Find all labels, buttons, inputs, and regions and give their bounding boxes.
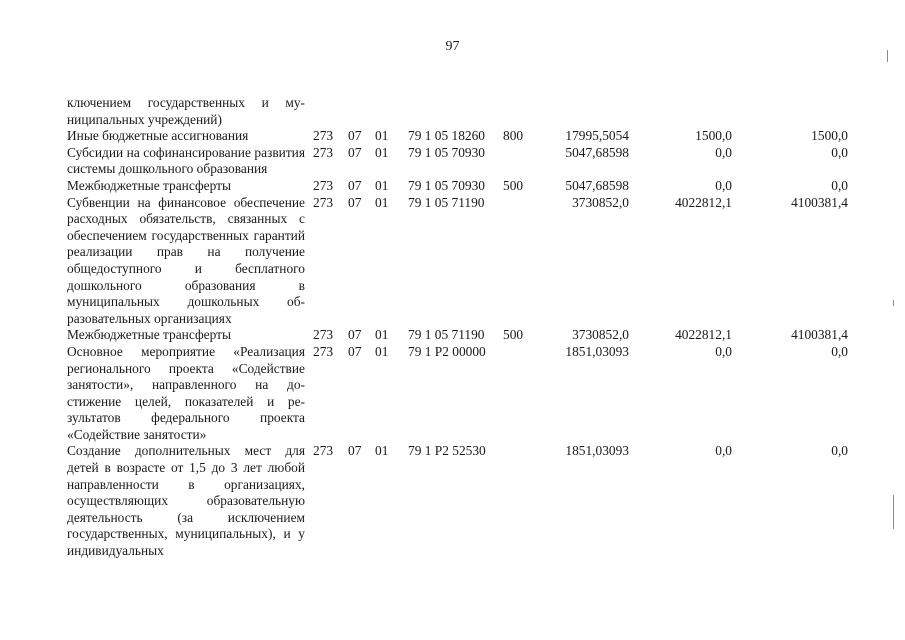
expense-kind-code	[503, 195, 541, 328]
column-gap	[305, 344, 313, 444]
expense-kind-code	[503, 145, 541, 178]
scan-mark	[887, 50, 888, 62]
subsection-code: 01	[375, 177, 389, 193]
row-name: ключением государственных и муниципальных учреждений)	[67, 95, 305, 127]
budget-table	[67, 95, 848, 560]
amount-year-3	[732, 95, 848, 128]
amount-year-3: 1500,0	[811, 128, 848, 144]
amount-year-2: 1500,0	[695, 128, 732, 144]
expense-kind-code: 500	[503, 327, 524, 343]
amount-year-3: 0,0	[831, 443, 848, 459]
column-gap	[305, 145, 313, 178]
amount-year-1	[541, 95, 629, 128]
expense-kind-code	[503, 95, 541, 128]
table-row	[67, 443, 848, 559]
target-article-code: 79 1 05 71190	[408, 194, 485, 210]
target-article-code: 79 1 05 71190	[408, 327, 485, 343]
section-code: 07	[348, 194, 362, 210]
expense-kind-code	[503, 443, 541, 559]
table-row	[67, 95, 848, 128]
subsection-code: 01	[375, 327, 389, 343]
scan-mark	[893, 495, 894, 529]
amount-year-2: 0,0	[715, 144, 732, 160]
amount-year-2: 0,0	[715, 177, 732, 193]
amount-year-1: 1851,03093	[565, 343, 629, 359]
row-name: Субсидии на софинансирование развития системы дошкольного образования	[67, 144, 305, 177]
subsection-code: 01	[375, 343, 389, 359]
column-gap	[305, 178, 313, 195]
table-row	[67, 178, 848, 195]
column-gap	[305, 95, 313, 128]
subsection-code: 01	[375, 194, 389, 210]
amount-year-1: 17995,5054	[565, 128, 629, 144]
table-row	[67, 128, 848, 145]
target-article-code: 79 1 Р2 00000	[408, 343, 486, 359]
expense-kind-code: 800	[503, 128, 524, 144]
amount-year-2: 0,0	[715, 443, 732, 459]
column-gap	[305, 195, 313, 328]
ministry-code: 273	[313, 177, 334, 193]
section-code: 07	[348, 177, 362, 193]
table-row	[67, 195, 848, 328]
subsection-code	[375, 95, 408, 128]
amount-year-2: 4022812,1	[675, 327, 732, 343]
target-article-code: 79 1 Р2 52530	[408, 443, 486, 459]
section-code: 07	[348, 443, 362, 459]
table-row	[67, 327, 848, 344]
section-code: 07	[348, 128, 362, 144]
subsection-code: 01	[375, 144, 389, 160]
amount-year-3: 0,0	[831, 177, 848, 193]
table-row	[67, 344, 848, 444]
row-name: Иные бюджетные ассигнования	[67, 128, 249, 144]
amount-year-1: 5047,68598	[565, 144, 629, 160]
ministry-code: 273	[313, 194, 334, 210]
section-code	[348, 95, 375, 128]
amount-year-3: 4100381,4	[791, 194, 848, 210]
row-name: Субвенции на финансовое обеспечение расходных обязательств, связанных с обеспечением государственных гарантий реализации прав на получение общедоступного и бесплатного дошкольного образования в муниципальных дошкольных образовательных организациях	[67, 194, 305, 326]
column-gap	[305, 443, 313, 559]
subsection-code: 01	[375, 443, 389, 459]
row-name: Создание дополнительных мест для детей в возрасте от 1,5 до 3 лет любой направленности в организациях, осуществляющих образовательную деятельность (за исключением государственных, муниципальных), и у индивидуальных	[67, 443, 305, 559]
ministry-code: 273	[313, 327, 334, 343]
row-name: Основное мероприятие «Реализация регионального проекта «Содействие занятости», направленного на достижение целей, показателей и результатов федерального проекта «Содействие занятости»	[67, 343, 305, 442]
amount-year-1: 3730852,0	[572, 194, 629, 210]
amount-year-2: 0,0	[715, 343, 732, 359]
table-row	[67, 145, 848, 178]
amount-year-2	[629, 95, 732, 128]
amount-year-1: 1851,03093	[565, 443, 629, 459]
ministry-code: 273	[313, 443, 334, 459]
amount-year-1: 5047,68598	[565, 177, 629, 193]
column-gap	[305, 128, 313, 145]
scan-mark	[893, 300, 894, 306]
section-code: 07	[348, 343, 362, 359]
amount-year-3: 0,0	[831, 144, 848, 160]
table-body	[67, 95, 848, 560]
amount-year-3: 4100381,4	[791, 327, 848, 343]
page-number: 97	[445, 39, 460, 54]
amount-year-2: 4022812,1	[675, 194, 732, 210]
target-article-code: 79 1 05 18260	[408, 128, 485, 144]
ministry-code: 273	[313, 128, 334, 144]
expense-kind-code	[503, 344, 541, 444]
subsection-code: 01	[375, 128, 389, 144]
row-name: Межбюджетные трансферты	[67, 177, 231, 193]
target-article-code: 79 1 05 70930	[408, 144, 485, 160]
ministry-code: 273	[313, 343, 334, 359]
target-article-code	[408, 95, 503, 128]
row-name: Межбюджетные трансферты	[67, 327, 231, 343]
ministry-code: 273	[313, 144, 334, 160]
amount-year-3: 0,0	[831, 343, 848, 359]
target-article-code: 79 1 05 70930	[408, 177, 485, 193]
amount-year-1: 3730852,0	[572, 327, 629, 343]
ministry-code	[313, 95, 348, 128]
column-gap	[305, 327, 313, 344]
section-code: 07	[348, 144, 362, 160]
section-code: 07	[348, 327, 362, 343]
expense-kind-code: 500	[503, 177, 524, 193]
